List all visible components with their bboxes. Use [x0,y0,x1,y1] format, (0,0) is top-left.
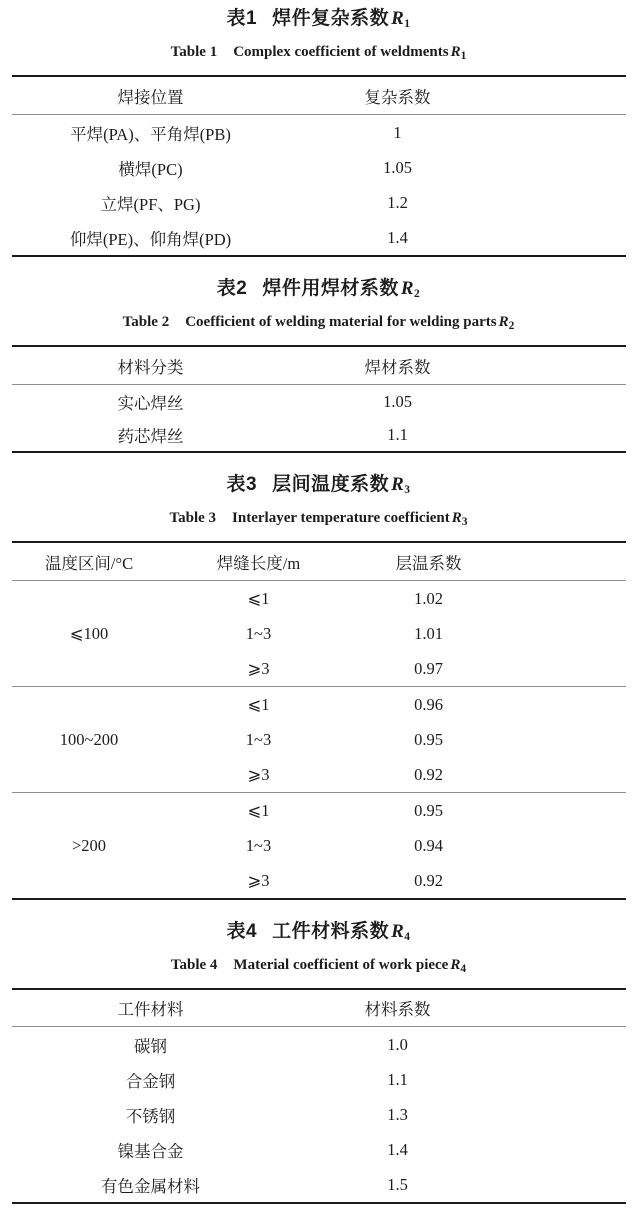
table3-cn-label: 表3 [226,474,258,495]
spacer-cell [506,76,626,115]
cell-temp-range: ⩽100 [69,623,109,643]
cell-length: 1~3 [245,835,272,855]
cell-length: ⩽1 [247,588,270,608]
table3-col-header-coefficient: 层温系数 [395,553,462,573]
cell-value: 1.1 [387,1069,408,1089]
spacer-cell [506,687,626,793]
cell-value: 0.94 [414,835,443,855]
table1-cn-label: 表1 [226,8,258,29]
table3-chinese-caption [0,474,637,496]
cell-material: 不锈钢 [125,1106,176,1126]
table3-col-header-temp-range: 温度区间/°C [44,553,134,573]
cell-position: 横焊(PC) [118,159,183,179]
table1-header-row [12,76,626,115]
table3-row [12,687,626,723]
table1-cn-title-text: 焊件复杂系数 [272,8,390,29]
spacer-cell [506,115,626,151]
table4-row [12,1132,626,1167]
table2-english-caption [0,312,637,332]
table1-symbol: $R_1$ [391,8,411,30]
table4-col-header-coefficient: 材料系数 [364,1000,431,1019]
spacer-cell [506,1167,626,1203]
cell-position: 仰焊(PE)、仰角焊(PD) [69,229,232,249]
spacer-cell [506,1027,626,1063]
spacer-cell [506,220,626,256]
table1-row [12,220,626,256]
table2-section [0,278,637,453]
spacer-cell [506,1097,626,1132]
table3-col-header-weld-length: 焊缝长度/m [216,553,301,573]
spacer-cell [506,793,626,900]
cell-material: 镍基合金 [117,1141,184,1161]
cell-value: 1.4 [387,1139,408,1159]
cell-value: 1.1 [387,424,408,444]
table4-col-header-material: 工件材料 [117,1000,184,1019]
table3-en-title-text: Interlayer temperature coefficient [232,510,450,526]
table4 [12,988,626,1204]
table4-en-title-text: Material coefficient of work piece [233,957,449,973]
cell-value: 0.95 [414,800,443,820]
table2-en-title-text: Coefficient of welding material for welding parts [185,314,497,330]
table2-symbol: $R_2$ [400,278,421,300]
table4-cn-label: 表4 [226,921,258,942]
cell-material: 实心焊丝 [117,393,184,413]
cell-value: 1.05 [383,391,412,411]
cell-value: 0.95 [414,729,443,749]
table3-group-le100 [12,581,626,687]
cell-value: 1.02 [414,588,443,608]
table3-en-label: Table 3 [169,510,217,526]
table2-row [12,418,626,452]
table1-section [0,8,637,257]
table3-cn-title-text: 层间温度系数 [272,474,390,495]
spacer-cell [506,346,626,385]
cell-length: ⩾3 [247,764,270,784]
cell-value: 0.92 [414,870,443,890]
table4-en-symbol: $R_4$ [450,957,467,975]
spacer-cell [506,1132,626,1167]
table1-en-symbol: $R_1$ [450,44,467,62]
cell-value: 1.05 [383,157,412,177]
cell-value: 1 [393,122,402,142]
spacer-cell [506,542,626,581]
table4-cn-title-text: 工件材料系数 [272,921,390,942]
table4-section [0,921,637,1204]
cell-value: 1.0 [387,1034,408,1054]
table1 [12,75,626,257]
table1-en-label: Table 1 [170,44,218,60]
table4-symbol: $R_4$ [391,921,411,943]
table3-en-symbol: $R_3$ [451,510,468,528]
table1-row [12,150,626,185]
table2-cn-title-text: 焊件用焊材系数 [262,278,399,299]
cell-value: 0.96 [414,694,443,714]
table1-chinese-caption [0,8,637,30]
table3-english-caption [0,508,637,528]
table4-row [12,1167,626,1203]
table1-col-header-position: 焊接位置 [117,87,184,107]
cell-temp-range: >200 [71,835,107,855]
spacer-cell [506,1062,626,1097]
spacer-cell [506,150,626,185]
spacer-cell [506,581,626,687]
table3-header-row [12,542,626,581]
cell-position: 平焊(PA)、平角焊(PB) [70,124,231,144]
cell-value: 1.5 [387,1174,408,1194]
table4-header-row [12,989,626,1027]
cell-position: 立焊(PF、PG) [100,194,201,214]
table3-group-gt200 [12,793,626,900]
spacer-cell [506,385,626,419]
cell-length: 1~3 [245,729,272,749]
table4-chinese-caption [0,921,637,943]
spacer-cell [506,185,626,220]
cell-length: ⩾3 [247,658,270,678]
table2-col-header-material-class: 材料分类 [117,357,184,377]
cell-length: ⩽1 [247,694,270,714]
table1-row [12,185,626,220]
table1-col-header-coefficient: 复杂系数 [364,87,431,107]
table4-row [12,1097,626,1132]
cell-length: ⩽1 [247,800,270,820]
table1-english-caption [0,42,637,62]
cell-material: 有色金属材料 [101,1176,200,1196]
table1-row [12,115,626,151]
cell-temp-range: 100~200 [59,729,119,749]
cell-length: ⩾3 [247,870,270,890]
table2-row [12,385,626,419]
table3 [12,541,626,900]
table2-en-symbol: $R_2$ [498,314,515,332]
table2 [12,345,626,453]
table2-chinese-caption [0,278,637,300]
table4-en-label: Table 4 [170,957,218,973]
spacer-cell [506,989,626,1027]
cell-length: 1~3 [245,623,272,643]
table4-row [12,1027,626,1063]
cell-material: 碳钢 [134,1036,167,1056]
cell-value: 0.97 [414,658,443,678]
table3-group-100-200 [12,687,626,793]
table4-row [12,1062,626,1097]
table2-col-header-coefficient: 焊材系数 [364,357,431,377]
cell-value: 1.4 [387,227,408,247]
cell-material: 合金钢 [125,1071,176,1091]
table3-row [12,581,626,617]
table1-en-title-text: Complex coefficient of weldments [233,44,449,60]
table2-header-row [12,346,626,385]
table4-english-caption [0,955,637,975]
table2-cn-label: 表2 [216,278,248,299]
cell-material: 药芯焊丝 [117,426,184,446]
table3-row [12,793,626,829]
cell-value: 0.92 [414,764,443,784]
spacer-cell [506,418,626,452]
table3-symbol: $R_3$ [391,474,411,496]
cell-value: 1.01 [414,623,443,643]
cell-value: 1.3 [387,1104,408,1124]
cell-value: 1.2 [387,192,408,212]
table2-en-label: Table 2 [122,314,170,330]
table3-section [0,474,637,900]
